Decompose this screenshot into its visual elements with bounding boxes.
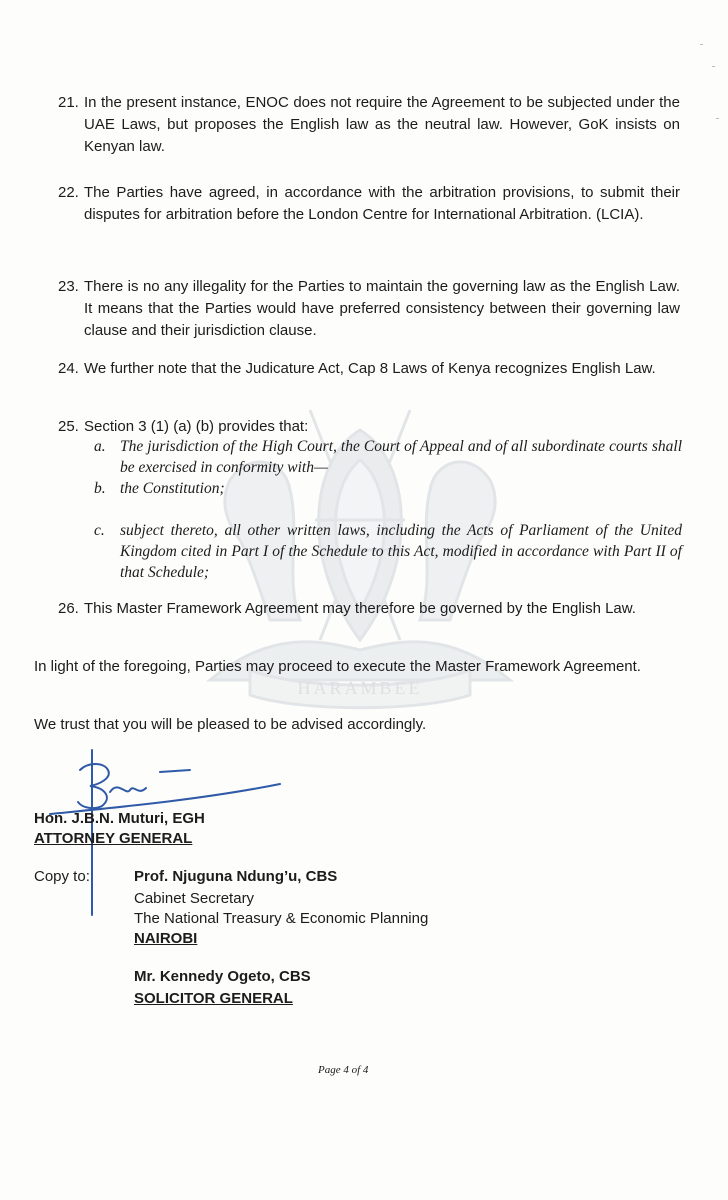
- recipient-2-name: Mr. Kennedy Ogeto, CBS: [134, 968, 311, 985]
- paragraph-text: The Parties have agreed, in accordance with the arbitration provisions, to submit their disputes for arbitration before the London Centre for International Arbitration. (LCIA).: [84, 184, 680, 223]
- scan-speck: [712, 66, 715, 67]
- scan-speck: [716, 118, 719, 119]
- subclause-label: b.: [94, 480, 106, 497]
- signatory-title: ATTORNEY GENERAL: [34, 830, 193, 847]
- page-number: Page 4 of 4: [318, 1064, 369, 1076]
- recipient-1-ministry: The National Treasury & Economic Planning: [134, 910, 429, 927]
- paragraph-24: [58, 358, 680, 380]
- paragraph-26: [58, 598, 680, 620]
- recipient-1-role: Cabinet Secretary: [134, 890, 255, 907]
- paragraph-21: [58, 92, 680, 158]
- scan-speck: [700, 44, 703, 45]
- paragraph-number: 24.: [58, 360, 79, 377]
- recipient-1-name: Prof. Njuguna Ndung’u, CBS: [134, 868, 338, 885]
- paragraph-text: There is no any illegality for the Parties to maintain the governing law as the English Law. It means that the Parties would have preferred consistency between their governing law clause and their jurisdiction clause.: [84, 278, 680, 339]
- paragraph-23: [58, 276, 680, 342]
- watermark-motto: HARAMBEE: [297, 678, 423, 698]
- paragraph-number: 21.: [58, 94, 79, 111]
- paragraph-text: In the present instance, ENOC does not require the Agreement to be subjected under the UAE Laws, but proposes the English law as the neutral law. However, GoK insists on Kenyan law.: [84, 94, 680, 155]
- paragraph-number: 22.: [58, 184, 79, 201]
- subclause-a: [94, 436, 682, 478]
- paragraph-25: [58, 416, 680, 438]
- subclause-label: a.: [94, 438, 106, 455]
- recipient-1-location: NAIROBI: [134, 930, 198, 947]
- paragraph-text: We further note that the Judicature Act, Cap 8 Laws of Kenya recognizes English Law.: [84, 360, 656, 377]
- closing-trust: We trust that you will be pleased to be advised accordingly.: [34, 716, 427, 733]
- subclause-text: The jurisdiction of the High Court, the Court of Appeal and of all subordinate courts shall be exercised in conformity with—: [120, 438, 682, 476]
- closing-foregoing: In light of the foregoing, Parties may proceed to execute the Master Framework Agreement.: [34, 658, 641, 675]
- paragraph-number: 26.: [58, 600, 79, 617]
- subclause-c: [94, 520, 682, 583]
- copy-to-label: Copy to:: [34, 868, 90, 885]
- subclause-label: c.: [94, 522, 105, 539]
- subclause-b: [94, 478, 682, 499]
- subclause-text: subject thereto, all other written laws, including the Acts of Parliament of the United Kingdom cited in Part I of the Schedule to this Act, modified in accordance with Part II of that Schedule;: [120, 522, 682, 581]
- paragraph-number: 25.: [58, 418, 79, 435]
- paragraph-text: Section 3 (1) (a) (b) provides that:: [84, 418, 309, 435]
- paragraph-22: [58, 182, 680, 226]
- signatory-name: Hon. J.B.N. Muturi, EGH: [34, 810, 205, 827]
- paragraph-number: 23.: [58, 278, 79, 295]
- subclause-text: the Constitution;: [120, 480, 225, 497]
- paragraph-text: This Master Framework Agreement may therefore be governed by the English Law.: [84, 600, 636, 617]
- recipient-2-title: SOLICITOR GENERAL: [134, 990, 293, 1007]
